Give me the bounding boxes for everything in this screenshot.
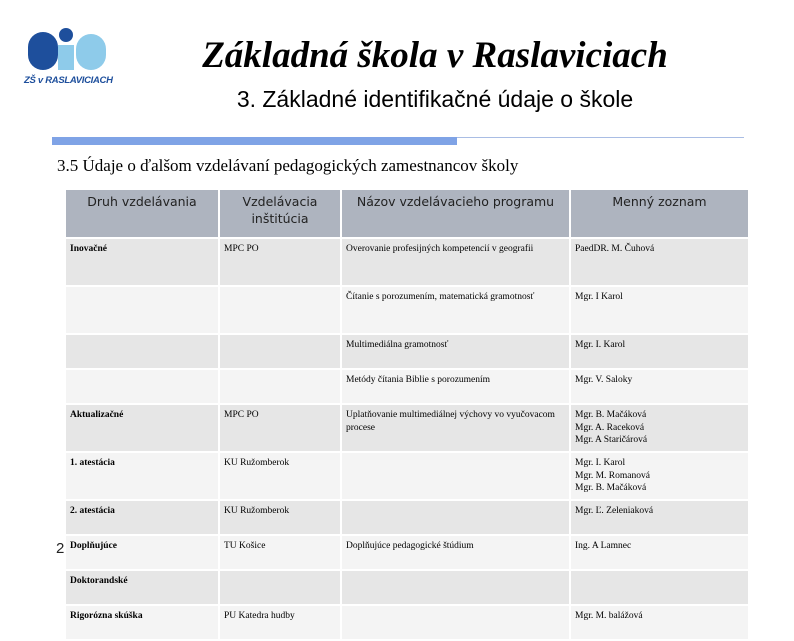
cell-institution: TU Košice — [219, 535, 341, 570]
page-number: 2 — [56, 540, 65, 557]
table-row — [65, 500, 749, 535]
cell-institution: KU Ružomberok — [219, 452, 341, 500]
cell-type — [65, 369, 219, 404]
cell-institution: MPC PO — [219, 404, 341, 452]
logo-dot — [59, 28, 73, 42]
cell-program: Multimediálna gramotnosť — [341, 334, 570, 369]
page-title: Základná škola v Raslaviciach — [202, 35, 668, 76]
cell-program: Uplatňovanie multimediálnej výchovy vo vyučovacom procese — [341, 404, 570, 452]
divider-accent — [52, 137, 457, 145]
cell-type: 2. atestácia — [65, 500, 219, 535]
table-row — [65, 452, 749, 500]
cell-institution — [219, 334, 341, 369]
table-row — [65, 404, 749, 452]
cell-program: Metódy čítania Biblie s porozumením — [341, 369, 570, 404]
table-row — [65, 605, 749, 640]
cell-names: Mgr. I. Karol — [570, 334, 749, 369]
section-title: 3.5 Údaje o ďalšom vzdelávaní pedagogických zamestnancov školy — [57, 156, 519, 175]
cell-type: Rigorózna skúška — [65, 605, 219, 640]
cell-type — [65, 286, 219, 334]
table-body — [65, 238, 749, 640]
table-row — [65, 570, 749, 605]
cell-names: Mgr. B. Mačáková Mgr. A. Raceková Mgr. A Staričárová — [570, 404, 749, 452]
cell-names: Mgr. I Karol — [570, 286, 749, 334]
cell-names: PaedDR. M. Čuhová — [570, 238, 749, 286]
cell-type — [65, 334, 219, 369]
column-header-program: Názov vzdelávacieho programu — [341, 189, 570, 238]
cell-program: Doplňujúce pedagogické štúdium — [341, 535, 570, 570]
cell-institution: MPC PO — [219, 238, 341, 286]
cell-institution — [219, 369, 341, 404]
cell-names: Mgr. V. Saloky — [570, 369, 749, 404]
page-subtitle: 3. Základné identifikačné údaje o škole — [236, 86, 634, 112]
cell-institution: PU Katedra hudby — [219, 605, 341, 640]
table-row — [65, 369, 749, 404]
logo-text: ZŠ v RASLAVICIACH — [24, 75, 113, 86]
cell-program — [341, 605, 570, 640]
cell-type: Doktorandské — [65, 570, 219, 605]
cell-institution: KU Ružomberok — [219, 500, 341, 535]
table-row — [65, 535, 749, 570]
table-header-row — [65, 189, 749, 238]
cell-type: Inovačné — [65, 238, 219, 286]
column-header-names: Menný zoznam — [570, 189, 749, 238]
cell-program: Overovanie profesijných kompetencií v geografii — [341, 238, 570, 286]
cell-institution — [219, 570, 341, 605]
table-row — [65, 238, 749, 286]
cell-program — [341, 452, 570, 500]
cell-program — [341, 570, 570, 605]
cell-type: Aktualizačné — [65, 404, 219, 452]
cell-names: Mgr. Ľ. Zeleniaková — [570, 500, 749, 535]
table-row — [65, 334, 749, 369]
column-header-institution: Vzdelávacia inštitúcia — [219, 189, 341, 238]
logo-graphic — [22, 26, 108, 76]
logo-shape-middle — [58, 45, 74, 70]
cell-names: Ing. A Lamnec — [570, 535, 749, 570]
column-header-type: Druh vzdelávania — [65, 189, 219, 238]
cell-type: Doplňujúce — [65, 535, 219, 570]
education-table — [64, 188, 750, 641]
cell-institution — [219, 286, 341, 334]
cell-program: Čítanie s porozumením, matematická gramotnosť — [341, 286, 570, 334]
divider-line — [457, 137, 744, 138]
logo-shape-right — [76, 34, 106, 70]
school-logo — [22, 26, 113, 90]
cell-names: Mgr. M. balážová — [570, 605, 749, 640]
cell-names: Mgr. I. Karol Mgr. M. Romanová Mgr. B. Mačáková — [570, 452, 749, 500]
cell-names — [570, 570, 749, 605]
table-row — [65, 286, 749, 334]
cell-program — [341, 500, 570, 535]
cell-type: 1. atestácia — [65, 452, 219, 500]
logo-shape-left — [28, 32, 58, 70]
